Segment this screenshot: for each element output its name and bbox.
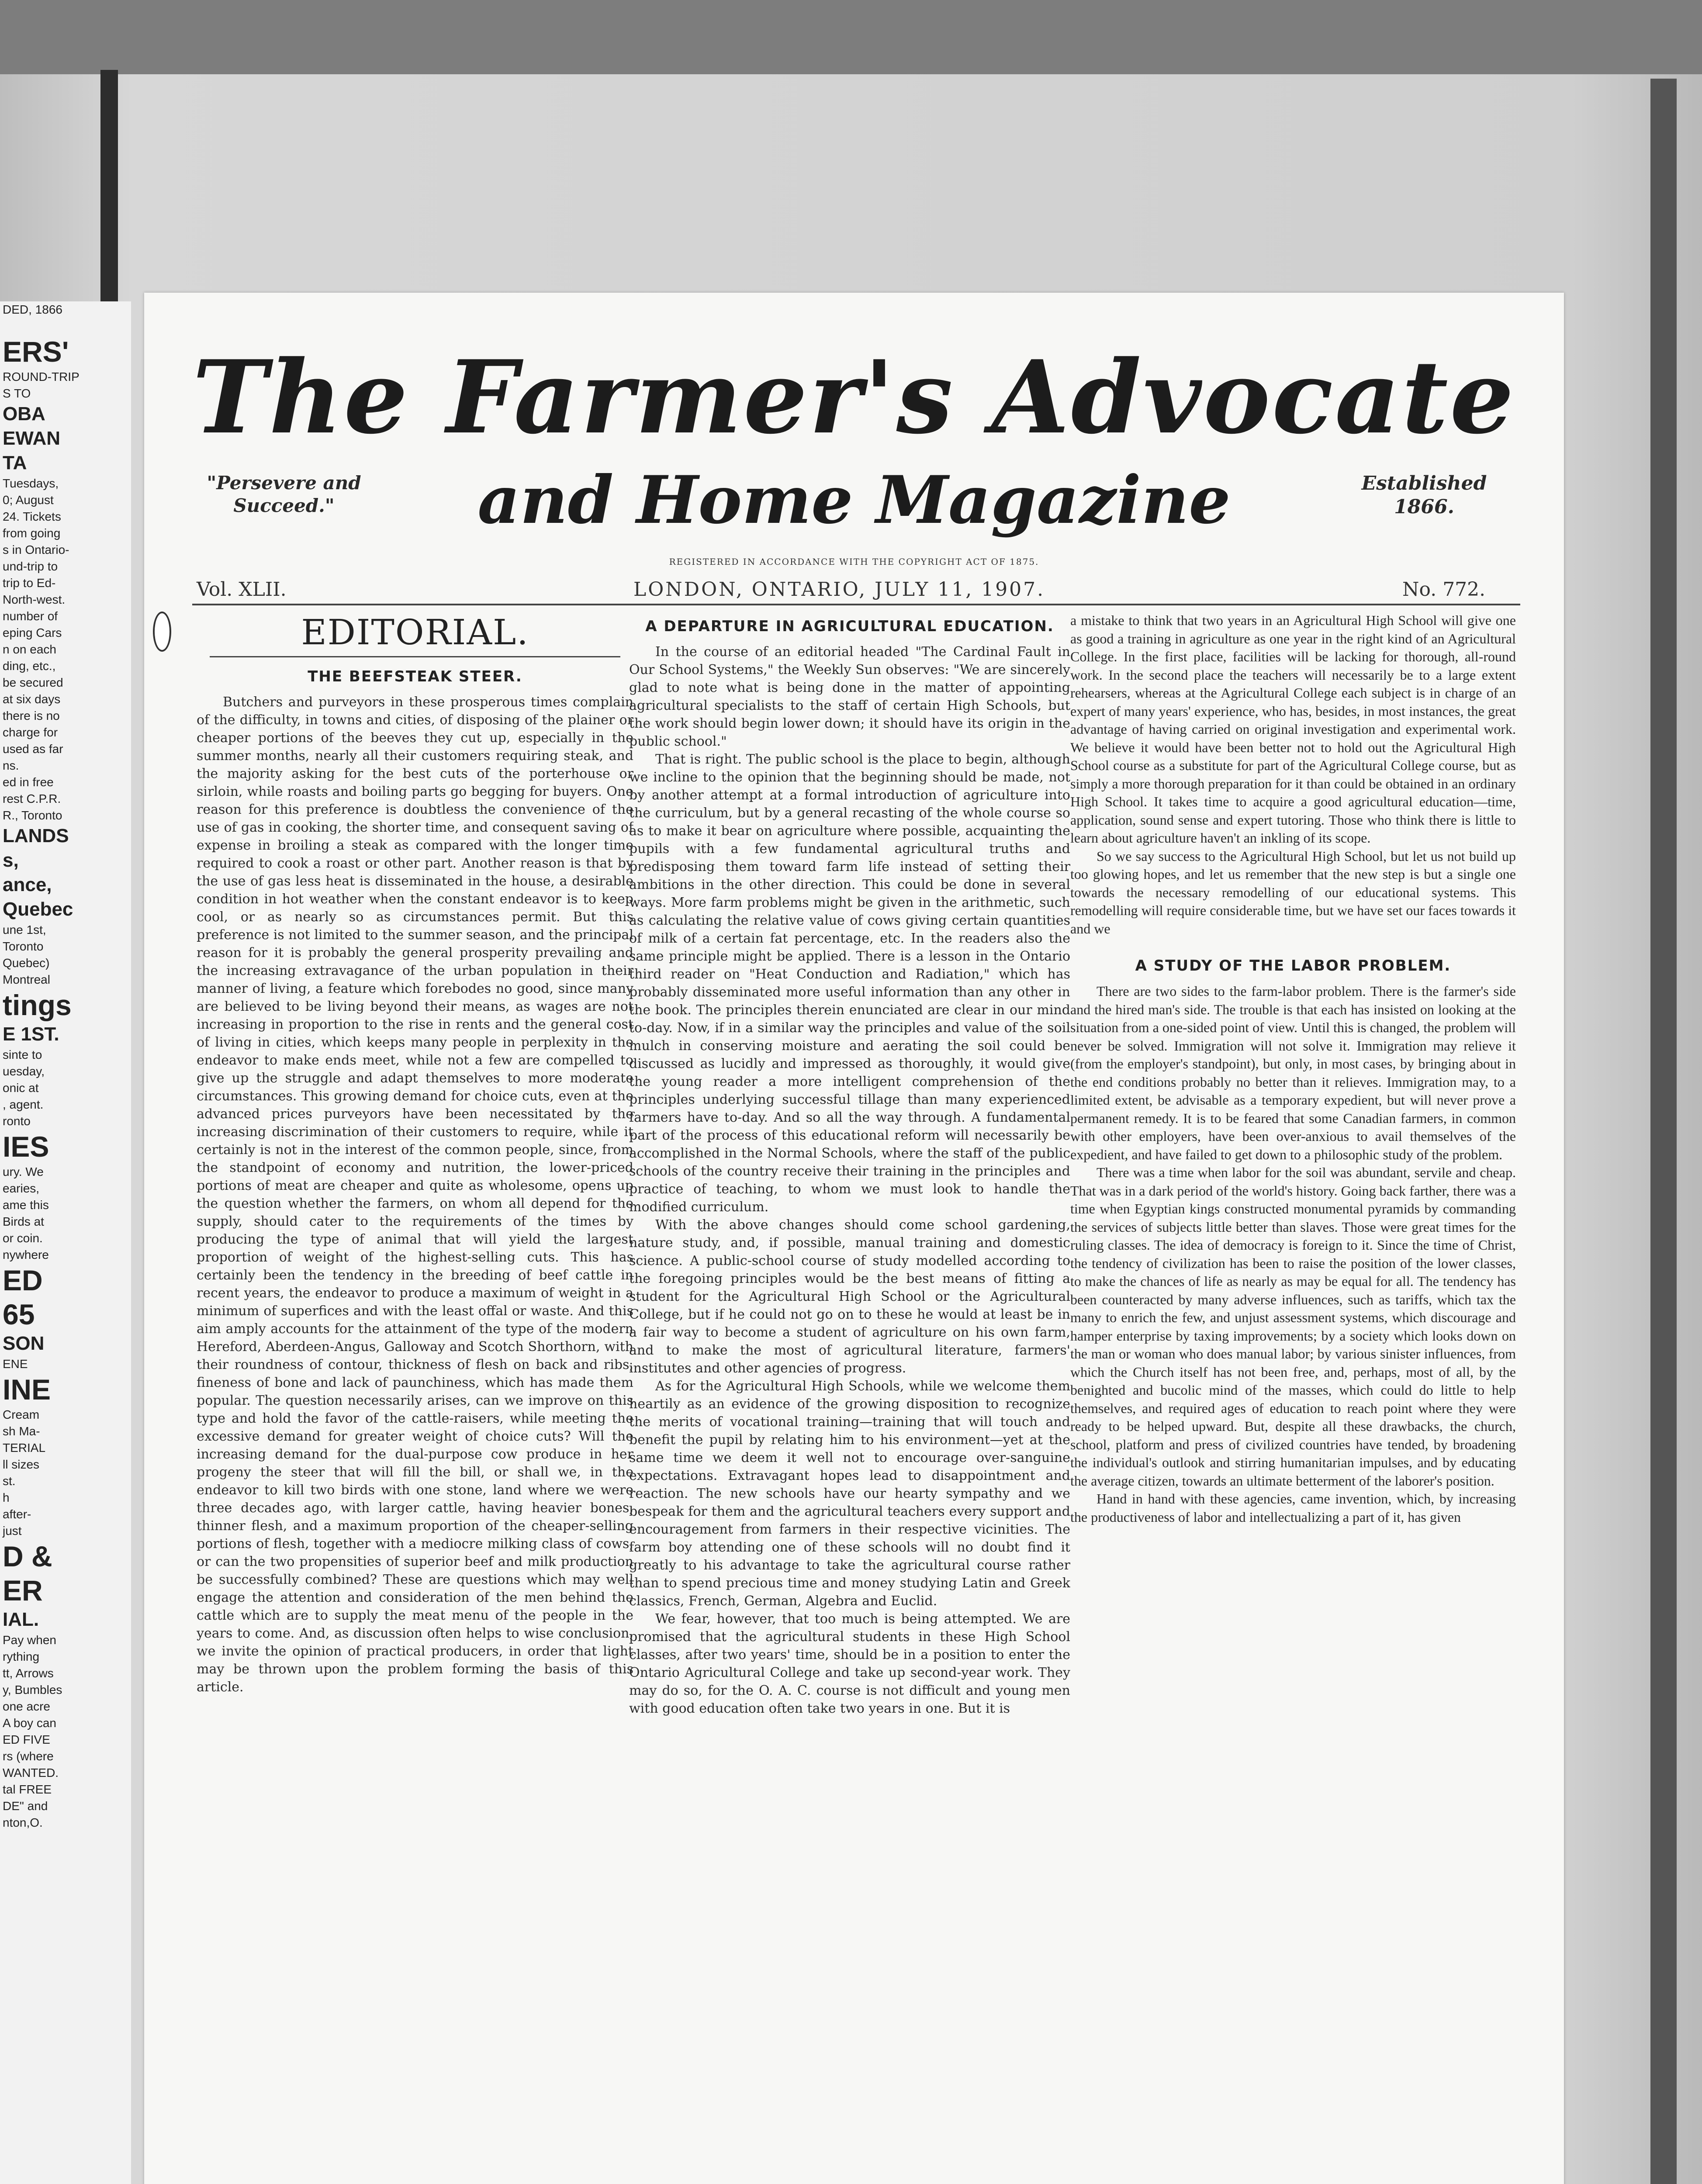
adjacent-page-text: ding, etc., — [3, 659, 56, 673]
adjacent-page-text: or coin. — [3, 1231, 43, 1245]
adjacent-page-text: rest C.P.R. — [3, 792, 61, 805]
article-title-labor-problem: A STUDY OF THE LABOR PROBLEM. — [1135, 957, 1451, 975]
adjacent-page-text: 24. Tickets — [3, 510, 61, 523]
adjacent-page-text: after- — [3, 1507, 31, 1521]
adjacent-page-text: ame this — [3, 1198, 49, 1212]
adjacent-page-text: be secured — [3, 676, 63, 689]
adjacent-page-text: s in Ontario- — [3, 543, 69, 556]
adjacent-page-text: SON — [3, 1333, 45, 1354]
adjacent-page-text: Pay when — [3, 1633, 56, 1647]
adjacent-page-text: DED, 1866 — [3, 303, 62, 316]
adjacent-page-text: nywhere — [3, 1248, 49, 1261]
section-heading-editorial: EDITORIAL. — [301, 612, 529, 653]
adjacent-page-text: h — [3, 1491, 10, 1504]
column-labor-problem — [1070, 612, 1516, 2184]
adjacent-page-text: TA — [3, 452, 27, 473]
scan-top-border — [0, 0, 1702, 74]
paragraph: That is right. The public school is the place to begin, although we incline to the opinion that the beginning should be made, not by another attempt at a formal introduction of agriculture into the curriculum, but by a general recasting of the whole course so as to make it bear on agriculture where possible, acquainting the pupils with a few fundamental agricultural truths and predisposing them toward farm life instead of setting their ambitions in the other direction. This could be done in several ways. More farm problems might be given in the arithmetic, such as calculating the relative value of cows giving certain quantities of milk of a certain fat percentage, etc. In the readers also the same principle might be applied. There is a lesson in the Ontario third reader on "Heat Conduction and Radiation," which has probably disseminated more useful information than any other in the book. The principles therein enunciated are clear in our mind to-day. Now, if in a similar way the principles and value of the soil mulch in conserving moisture and aerating the soil could be discussed as lucidly and impressed as thoroughly, it would give the young reader a more intelligent comprehension of the principles underlying successful tillage than many experienced farmers have to-day. And so all the way through. A fundamental part of the process of this educational reform will necessarily be accomplished in the Normal Schools, where the staff of the public schools of the country receive their training in the principles and practice of teaching, to whom we must look to handle the modified curriculum. — [629, 752, 1070, 1215]
adjacent-page-text: used as far — [3, 742, 63, 756]
adjacent-page-text: North-west. — [3, 593, 66, 606]
adjacent-page-text: at six days — [3, 692, 61, 706]
section-rule — [210, 656, 620, 657]
adjacent-page-text: ns. — [3, 759, 19, 772]
adjacent-page-text: Toronto — [3, 940, 44, 953]
adjacent-page-text: ury. We — [3, 1165, 44, 1178]
adjacent-page-text: ed in free — [3, 775, 54, 789]
adjacent-page-text: uesday, — [3, 1064, 45, 1078]
paragraph: So we say success to the Agricultural High School, but let us not build up too glowing hopes, and let us remember that the new step is but a single one towards the necessary remodelling of our educational systems. This remodelling will require considerable time, but we have set our faces towards it and we — [1070, 848, 1516, 936]
adjacent-page-text: rything — [3, 1650, 40, 1663]
page-right-edge — [1650, 79, 1677, 2184]
adjacent-page-text: tal FREE — [3, 1783, 52, 1796]
adjacent-page-text: Tuesdays, — [3, 477, 59, 490]
adjacent-page-text: ronto — [3, 1114, 31, 1128]
adjacent-page-text: charge for — [3, 726, 58, 739]
article-body-labor-problem — [1070, 982, 1516, 1526]
volume-number: Vol. XLII. — [197, 578, 287, 601]
adjacent-page-text: WANTED. — [3, 1766, 59, 1780]
adjacent-page-text: INE — [3, 1373, 51, 1406]
newspaper-page — [144, 293, 1564, 2184]
adjacent-page-text: Birds at — [3, 1215, 44, 1228]
adjacent-page-text — [0, 318, 131, 335]
adjacent-page-text: ROUND-TRIP — [3, 370, 80, 384]
adjacent-page-text: Cream — [3, 1408, 40, 1421]
adjacent-page-text: une 1st, — [3, 923, 46, 936]
adjacent-page-text: IES — [3, 1130, 49, 1163]
paragraph: As for the Agricultural High Schools, while we welcome them heartily as an evidence of the growing disposition to recognize the merits of vocational training—training that will touch and benefit the pupil by relating him to his environment—yet at the same time we deem it well not to encourage over-sanguine expectations. Extravagant hopes lead to disappointment and reaction. The new schools have our hearty sympathy and we bespeak for them and the agricultural teachers every support and encouragement from farmers in their respective vicinities. The farm boy attending one of these schools will no doubt find it greatly to his advantage to take the agricultural course rather than to spend precious time and money studying Latin and Greek classics, French, German, Algebra and Euclid. — [629, 1379, 1070, 1609]
column-agricultural-education — [629, 612, 1070, 2184]
adjacent-page-text: earies, — [3, 1182, 40, 1195]
adjacent-page-text: , agent. — [3, 1098, 44, 1111]
adjacent-page-text: st. — [3, 1474, 16, 1488]
adjacent-page-text: trip to Ed- — [3, 576, 56, 590]
adjacent-page-text: Quebec) — [3, 956, 50, 970]
adjacent-page-text: ER — [3, 1574, 43, 1607]
adjacent-page-text: DE" and — [3, 1799, 48, 1813]
adjacent-page-text: sinte to — [3, 1048, 42, 1061]
adjacent-page-text: from going — [3, 526, 61, 540]
adjacent-page-text: s, — [3, 850, 19, 871]
article-body-beefsteak-steer — [197, 693, 633, 1696]
paragraph: Butchers and purveyors in these prosperous times complain of the difficulty, in towns and cities, of disposing of the plainer or cheaper portions of the beeves they cut up, especially in the summer months, nearly all their customers requiring steak, and the majority asking for the best cuts of the porterhouse or sirloin, while roasts and boiling parts go begging for buyers. One reason for this preference is doubtless the convenience of the use of gas in cooking, the shorter time, and consequent saving of expense in broiling a steak as compared with the longer time required to cook a roast or other part. Another reason is that by the use of gas less heat is disseminated in the house, a desirable condition in hot weather when the constant endeavor is to keep cool, or as nearly so as circumstances permit. But this preference is not limited to the summer season, and the principal reason for it is probably the general prosperity prevailing and the increasing extravagance of the urban population in their manner of living, a feature which forebodes no good, since many are believed to be living beyond their means, as wages are not increasing in proportion to the rise in rents and the general cost of living in cities, which keeps many people in perplexity in the endeavor to make ends meet, while not a few are compelled to give up the struggle and adapt themselves to more moderate circumstances. This growing demand for choice cuts, even at the advanced prices purveyors have been necessitated by the increasing discrimination of their customers to require, while it certainly is not in the interest of the common people, since, from the standpoint of economy and nutrition, the lower-priced portions of meat are cheaper and quite as wholesome, opens up the question whether the farmers, on whom all depend for the supply, should cater to the requirements of the times by producing the type of animal that will yield the largest proportion of weight of the highest-selling cuts. This has certainly been the tendency in the breeding of beef cattle in recent years, the endeavor to produce a maximum of weight in a minimum of superfices and with the least offal or waste. And this aim amply accounts for the attainment of the type of the modern Hereford, Aberdeen-Angus, Galloway and Scotch Shorthorn, with their roundness of contour, thickness of flesh on back and ribs, fineness of bone and lack of paunchiness, which has made them popular. The question necessarily arises, can we improve on this type and hold the favor of the cattle-raisers, while meeting the excessive demand for greater weight of choice cuts? Will the increasing demand for the dual-purpose cow produce in her progeny the steer that will fill the bill, or shall we, in the endeavor to kill two birds with one stone, land where we were three decades ago, with larger cattle, having heavier bones, thinner flesh, and a maximum proportion of the cheaper-selling portions of flesh, together with a mediocre milking class of cows, or can the two propensities of superior beef and milk production be successfully combined? These are questions which may well engage the attention and consideration of the men behind the cattle which are to supply the meat menu of the people in the years to come. And, as discussion often helps to wise conclusion, we invite the opinion of practical producers, in order that light may be thrown upon the problem forming the basis of this article. — [197, 695, 633, 1695]
issue-number: No. 772. — [1402, 578, 1486, 601]
adjacent-page-text: R., Toronto — [3, 809, 62, 822]
header-rule — [192, 604, 1520, 605]
adjacent-page-text: sh Ma- — [3, 1424, 40, 1438]
adjacent-page-text: und-trip to — [3, 560, 58, 573]
adjacent-page-text: ERS' — [3, 335, 69, 368]
paragraph: We fear, however, that too much is being attempted. We are promised that the agricultural students in these High School classes, after two years' time, should be in a position to enter the Ontario Agricultural College and take up second-year work. They may do so, for the O. A. C. course is not difficult and young men with good education often take two years in one. But it is — [629, 1611, 1070, 1716]
article-title-beefsteak-steer: THE BEEFSTEAK STEER. — [308, 668, 522, 685]
adjacent-page-text: Montreal — [3, 973, 50, 986]
adjacent-page-text: rs (where — [3, 1749, 54, 1763]
adjacent-page-text: number of — [3, 609, 58, 623]
adjacent-page-text: LANDS — [3, 825, 69, 847]
paragraph: Hand in hand with these agencies, came invention, which, by increasing the productiveness of labor and intellectualizing a part of it, has given — [1070, 1491, 1516, 1525]
adjacent-page-text: OBA — [3, 403, 45, 425]
adjacent-page-text: tt, Arrows — [3, 1666, 54, 1680]
paragraph: a mistake to think that two years in an Agricultural High School will give one as good a training in agriculture as one year in the right kind of an Agricultural College. In the first place, facilities will be lacking for thorough, all-round work. In the second place the teachers will necessarily be to a large extent rehearsers, whereas at the Agricultural College each subject is in charge of an expert of many years' experience, who has, besides, in most instances, the great advantage of having carried on original investigation and experimental work. We believe it would have been better not to hold out the Agricultural High School course as a substitute for part of the Agricultural College course, but as simply a more thorough preparation for it than could be obtained in an ordinary High School. It takes time to acquire a good agricultural education—time, application, sound sense and expert tutoring. Those who think there is little to learn about agriculture haven't an inkling of its scope. — [1070, 612, 1516, 846]
dateline: LONDON, ONTARIO, JULY 11, 1907. — [633, 578, 1045, 601]
adjacent-page-text: Quebec — [3, 898, 73, 920]
adjacent-page-text: ED — [3, 1264, 43, 1296]
column-editorial — [197, 612, 633, 2184]
masthead-title: The Farmer's Advocate — [192, 339, 1516, 456]
adjacent-page-text: tings — [3, 989, 72, 1021]
adjacent-page-text: there is no — [3, 709, 60, 722]
adjacent-page-text: eping Cars — [3, 626, 62, 639]
adjacent-page-text: EWAN — [3, 428, 60, 449]
adjacent-page-text: onic at — [3, 1081, 39, 1095]
adjacent-page-text: E 1ST. — [3, 1023, 59, 1045]
article-body-agricultural-education — [629, 643, 1070, 1717]
paragraph: In the course of an editorial headed "The Cardinal Fault in Our School Systems," the Weekly Sun observes: "We are sincerely glad to note what is being done in the matter of appointing agricultural specialists to the staff of certain High Schools, but the work should begin lower down; it should have its origin in the public school." — [629, 644, 1070, 749]
article-continuation — [1070, 612, 1516, 938]
adjacent-page-text: n on each — [3, 643, 56, 656]
adjacent-page-text: A boy can — [3, 1716, 56, 1730]
adjacent-page-text: TERIAL — [3, 1441, 46, 1455]
adjacent-page-text: ENE — [3, 1357, 28, 1371]
adjacent-page-text: S TO — [3, 387, 31, 400]
adjacent-page-text: just — [3, 1524, 22, 1538]
adjacent-page-text: D & — [3, 1540, 52, 1572]
masthead-established: Established 1866. — [1361, 472, 1487, 518]
ornament-icon — [153, 612, 171, 652]
copyright-notice: REGISTERED IN ACCORDANCE WITH THE COPYRIGHT ACT OF 1875. — [669, 556, 1039, 567]
adjacent-page-text: one acre — [3, 1700, 50, 1713]
paragraph: There are two sides to the farm-labor problem. There is the farmer's side and the hired man's side. The trouble is that each has insisted on looking at the situation from a one-sided point of view. Until this is changed, the problem will never be solved. Immigration will not solve it. Immigration may relieve it (from the employer's standpoint), but only, in most cases, by bringing about in the end conditions probably no better than it relieves. Immigration may, to a limited extent, be advisable as a temporary expedient, but will never prove a permanent remedy. It is to be feared that some Canadian farmers, in common with other employers, have been over-anxious to avail themselves of the expedient, and have failed to get down to a philosophic study of the problem. — [1070, 983, 1516, 1162]
adjacent-page-text: ll sizes — [3, 1458, 40, 1471]
adjacent-page-text: 0; August — [3, 493, 54, 507]
adjacent-page-text: IAL. — [3, 1609, 39, 1630]
masthead-motto: "Persevere and Succeed." — [207, 472, 361, 516]
adjacent-page-text: 65 — [3, 1298, 35, 1330]
adjacent-page-fragment — [0, 301, 131, 2184]
masthead-subtitle: and Home Magazine — [477, 462, 1231, 539]
paragraph: There was a time when labor for the soil was abundant, servile and cheap. That was in a dark period of the world's history. Going back farther, there was a time when Egyptian kings constructed monumental pyramids by commanding the services of subjects little better than slaves. Those were great times for the ruling classes. The idea of democracy is foreign to it. Since the time of Christ, the tendency of civilization has been to raise the position of the lower classes, to make the chances of life as nearly as may be equal for all. The tendency has been counteracted by many adverse influences, such as tariffs, which tax the many to enrich the few, and unjust assessment systems, which discourage and hamper enterprise by taxing improvements; by a society which looks down on the man or woman who does manual labor; by various sinister influences, from which the Church itself has not been free, and, perhaps, most of all, by the benighted and bucolic mind of the masses, which could do little to help themselves, and required ages of education to reach point where they were ready to be helped upward. But, despite all these drawbacks, the church, school, platform and press of civilized countries have tended, by broadening the individual's outlook and stirring humanitarian impulses, and by educating the average citizen, towards an ultimate betterment of the laborer's position. — [1070, 1165, 1516, 1489]
adjacent-page-text: y, Bumbles — [3, 1683, 62, 1697]
article-title-agricultural-education: A DEPARTURE IN AGRICULTURAL EDUCATION. — [645, 618, 1054, 635]
adjacent-page-text: ance, — [3, 874, 52, 895]
paragraph: With the above changes should come school gardening, nature study, and, if possible, manual training and domestic science. A public-school course of study modelled according to the foregoing principles would be the best means of fitting a student for the Agricultural High School or the Agricultural College, but if he could not go on to these he would at least be in a fair way to become a student of agriculture on his own farm, and to make the most of agricultural literature, farmers' institutes and other agencies of progress. — [629, 1217, 1070, 1376]
adjacent-page-text: ED FIVE — [3, 1733, 50, 1746]
adjacent-page-text: nton,O. — [3, 1816, 43, 1829]
